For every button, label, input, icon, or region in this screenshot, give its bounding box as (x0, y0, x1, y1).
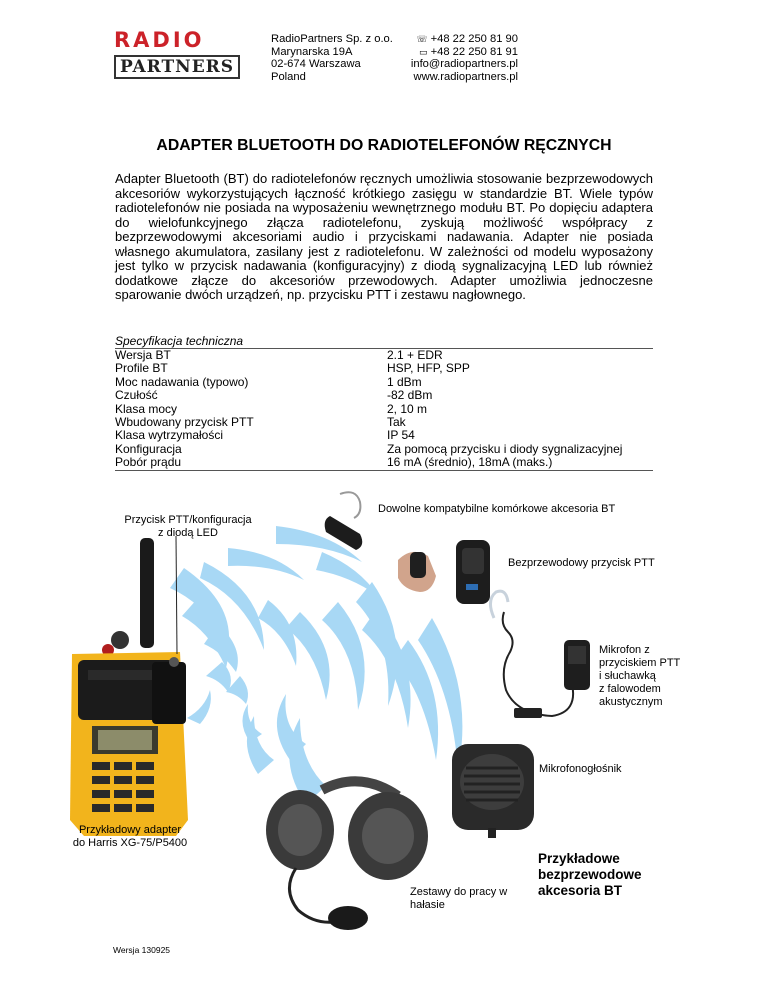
ptt-config-label (118, 514, 258, 540)
wireless-ptt-label: Bezprzewodowy przycisk PTT (508, 557, 655, 569)
label-line: i słuchawką (599, 670, 656, 682)
wave-crescent (258, 600, 296, 666)
label-line: z falowodem (599, 683, 661, 695)
email-link[interactable]: info@radiopartners.pl (410, 58, 518, 71)
spec-value: 2, 10 m (387, 401, 428, 416)
mic-with-earpiece (490, 591, 590, 718)
label-line: Przykładowe (538, 851, 620, 866)
spec-label: Wbudowany przycisk PTT (115, 415, 254, 430)
spec-label: Profile BT (115, 361, 168, 376)
spec-value: 16 mA (średnio), 18mA (maks.) (387, 455, 553, 470)
spec-value: Za pomocą przycisku i diody sygnalizacyjnej (387, 441, 623, 456)
address-line: 02-674 Warszawa (271, 58, 361, 71)
website-link[interactable]: www.radiopartners.pl (413, 70, 518, 83)
address-line: Poland (271, 70, 306, 83)
wave-crescent (228, 548, 304, 580)
label-line: Mikrofon z (599, 644, 650, 656)
spec-label: Pobór prądu (115, 455, 182, 470)
label-line: Przycisk PTT/konfiguracja (124, 514, 252, 526)
page-title: ADAPTER BLUETOOTH DO RADIOTELEFONÓW RĘCZNYCH (156, 137, 612, 154)
label-line: z diodą LED (158, 527, 218, 539)
radio-with-adapter (70, 536, 188, 836)
fax-number: +48 22 250 81 91 (430, 45, 518, 58)
wireless-ptt-hand (398, 540, 490, 604)
label-line: akcesoria BT (538, 883, 623, 898)
mic-ptt-label (599, 644, 680, 709)
phone-accessories-label: Dowolne kompatybilne komórkowe akcesoria BT (378, 503, 616, 515)
spec-value: -82 dBm (387, 388, 433, 403)
spec-value: HSP, HFP, SPP (387, 361, 470, 376)
spec-label: Klasa mocy (115, 401, 178, 416)
label-line: przyciskiem PTT (599, 657, 681, 669)
spec-label: Klasa wytrzymałości (115, 428, 224, 443)
version-footer: Wersja 130925 (113, 945, 171, 955)
wave-crescent (247, 716, 274, 774)
fax-icon: ▭ (419, 46, 428, 57)
description-paragraph: Adapter Bluetooth (BT) do radiotelefonów ręcznych umożliwia stosowanie bezprzewodowych akcesoriów wykorzystujących łączność krótkiego zasięgu w standardzie BT. Wiele typów radiotelefonów nie posiada na wyposażeniu wewnętrznego modułu BT. Po dopięciu adaptera do wielofunkcyjnego złącza radiotelefonu, zyskują możliwość współpracy z bezprzewodowymi akcesoriami audio i przyciskami nadawania. Adapter nie posiada własnego akumulatora, zasilany jest z radiotelefonu. W zależności od modelu wyposażony jest tylko w przycisk nadawania (konfiguracyjny) z diodą sygnalizacyjną LED lub również dodatkowe złącze do akcesoriów przewodowych. Adapter umożliwia jednoczesne sparowanie dwóch urządzeń, np. przycisku PTT i zestawu nagłownego. (115, 171, 653, 302)
spec-value: 1 dBm (387, 374, 422, 389)
spec-label: Wersja BT (115, 348, 171, 362)
label-line: hałasie (410, 899, 445, 911)
examples-heading (538, 851, 642, 899)
spec-value: IP 54 (387, 428, 415, 443)
speaker-mic-label: Mikrofonogłośnik (539, 763, 622, 775)
spec-value: Tak (387, 415, 406, 430)
label-line: bezprzewodowe (538, 867, 642, 882)
wave-crescent (322, 602, 365, 710)
speaker-mic (452, 744, 534, 838)
headset-label (410, 886, 507, 912)
wave-crescent (316, 552, 378, 596)
label-line: Zestawy do pracy w (410, 886, 508, 898)
address-line: Marynarska 19A (271, 45, 353, 58)
address-line: RadioPartners Sp. z o.o. (271, 33, 393, 45)
logo-partners-text: PARTNERS (114, 55, 240, 79)
phone-icon: ☏ (416, 34, 428, 44)
noise-headset (266, 781, 428, 930)
spec-heading: Specyfikacja techniczna (115, 334, 244, 348)
spec-value: 2.1 + EDR (387, 348, 443, 362)
adapter-label (60, 824, 200, 850)
label-line: do Harris XG-75/P5400 (72, 837, 188, 849)
wave-crescent (206, 662, 231, 692)
spec-label: Konfiguracja (115, 441, 182, 456)
label-line: Przykładowy adapter (78, 824, 182, 836)
spec-label: Moc nadawania (typowo) (115, 374, 249, 389)
label-line: akustycznym (599, 696, 663, 708)
logo-radio-text: RADIO (114, 28, 205, 52)
wave-crescent (187, 690, 211, 724)
phone-number: +48 22 250 81 90 (430, 33, 518, 45)
spec-label: Czułość (115, 388, 158, 403)
